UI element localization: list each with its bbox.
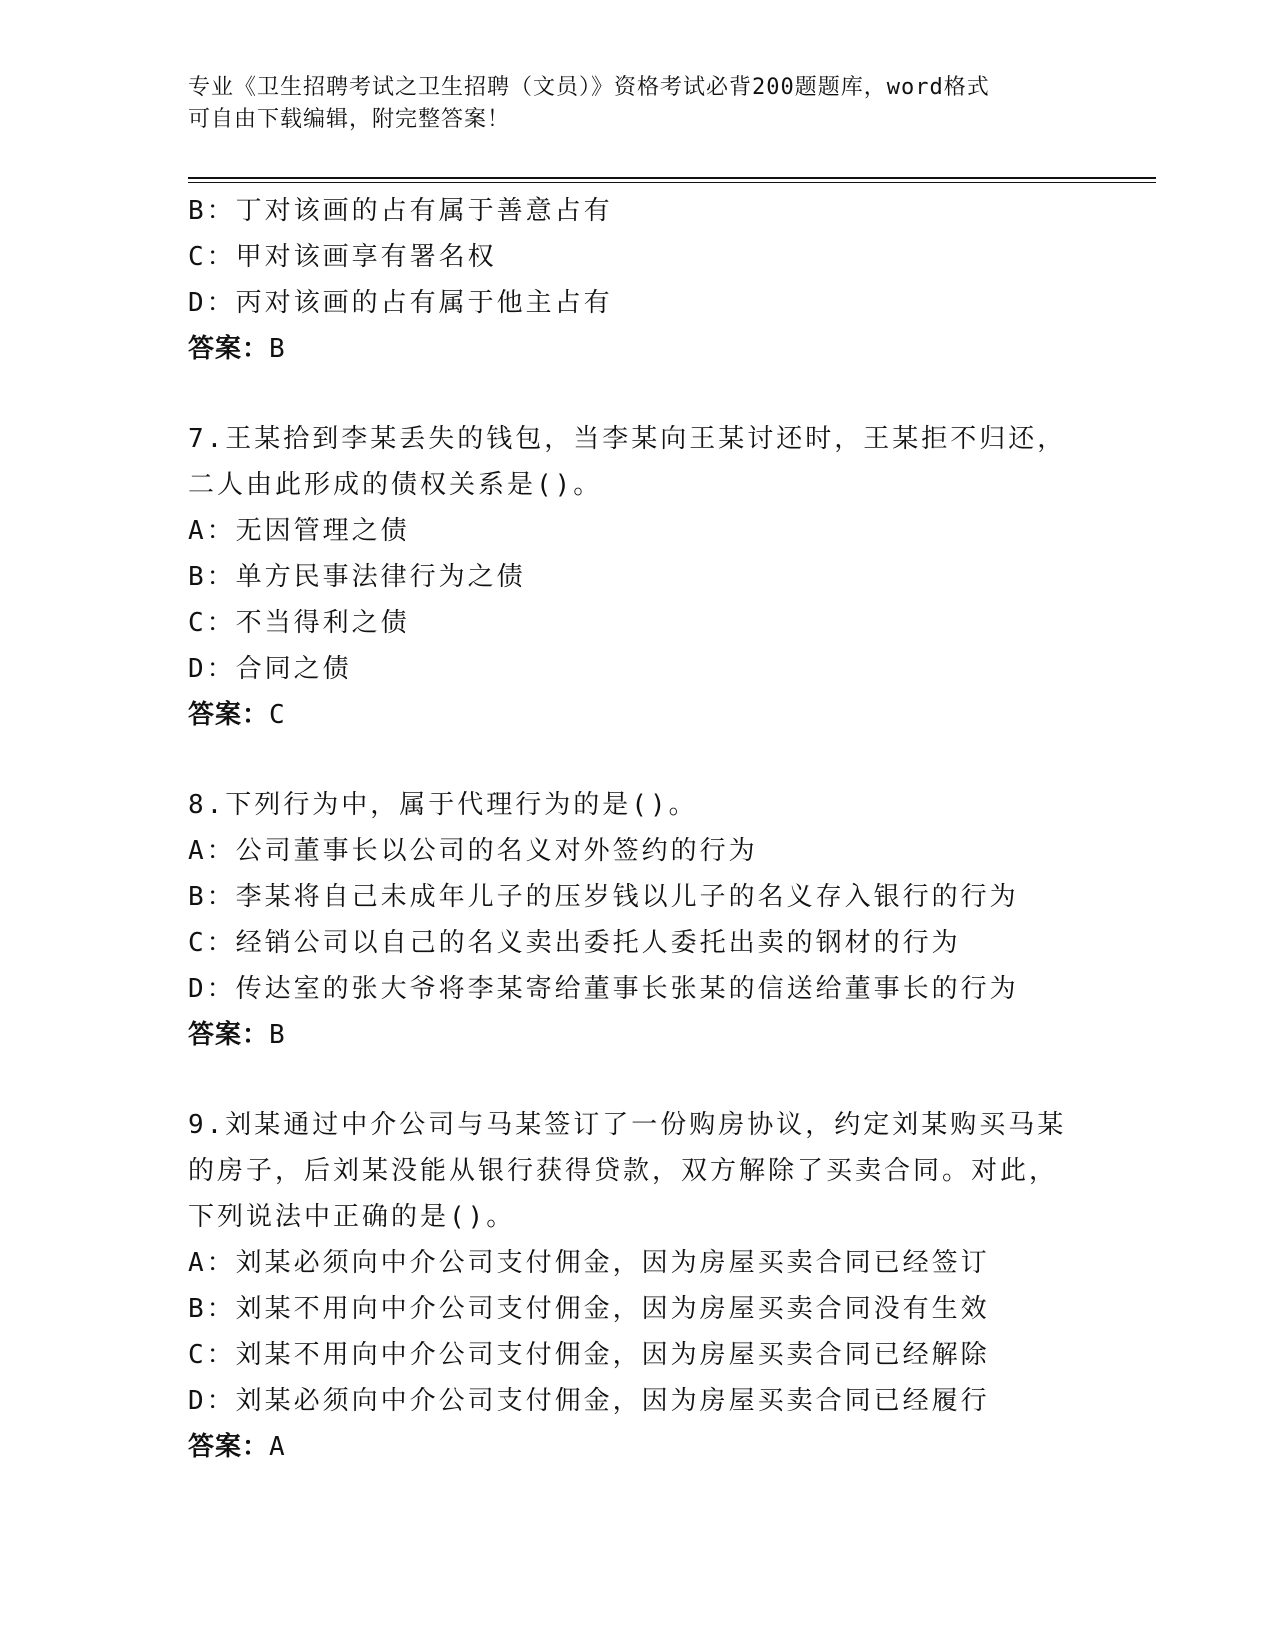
option-key: C： (188, 928, 236, 958)
option-key: B： (188, 882, 236, 912)
header-divider-thick (188, 177, 1156, 179)
answer-value: B (269, 1020, 286, 1050)
question-stem-line: 二人由此形成的债权关系是()。 (188, 470, 603, 500)
option-text: 单方民事法律行为之债 (235, 562, 526, 592)
option-text: 刘某必须向中介公司支付佣金，因为房屋买卖合同已经签订 (235, 1248, 990, 1278)
option-key: C： (188, 242, 236, 272)
question-stem-line: 8.下列行为中，属于代理行为的是()。 (188, 790, 698, 820)
option-line (188, 874, 1156, 920)
header-divider-thin (188, 182, 1156, 183)
option-text: 李某将自己未成年儿子的压岁钱以儿子的名义存入银行的行为 (235, 882, 1019, 912)
option-text: 无因管理之债 (235, 516, 410, 546)
option-key: B： (188, 196, 236, 226)
option-line (188, 234, 1156, 280)
option-key: D： (188, 288, 236, 318)
option-key: D： (188, 654, 236, 684)
question-block-9 (188, 1102, 1156, 1470)
answer-label: 答案： (188, 334, 270, 364)
answer-label: 答案： (188, 1432, 270, 1462)
option-text: 公司董事长以公司的名义对外签约的行为 (235, 836, 758, 866)
option-key: B： (188, 1294, 236, 1324)
option-text: 刘某不用向中介公司支付佣金，因为房屋买卖合同没有生效 (235, 1294, 990, 1324)
option-text: 传达室的张大爷将李某寄给董事长张某的信送给董事长的行为 (235, 974, 1019, 1004)
option-key: A： (188, 1248, 236, 1278)
question-block-8 (188, 782, 1156, 1058)
answer-label: 答案： (188, 1020, 270, 1050)
option-line (188, 1332, 1156, 1378)
question-stem-line: 下列说法中正确的是()。 (188, 1202, 516, 1232)
question-stem-line: 9.刘某通过中介公司与马某签订了一份购房协议，约定刘某购买马某 (188, 1110, 1067, 1140)
answer-line (188, 1424, 1156, 1470)
question-block-7 (188, 416, 1156, 738)
option-key: D： (188, 1386, 236, 1416)
option-line (188, 508, 1156, 554)
option-line (188, 1240, 1156, 1286)
answer-label: 答案： (188, 700, 270, 730)
question-block-continued (188, 188, 1156, 372)
header-line-2: 可自由下载编辑，附完整答案！ (188, 107, 511, 132)
option-line (188, 966, 1156, 1012)
option-line (188, 828, 1156, 874)
option-key: A： (188, 836, 236, 866)
header-line-1: 专业《卫生招聘考试之卫生招聘（文员）》资格考试必背200题题库，word格式 (188, 75, 990, 100)
answer-value: A (269, 1432, 286, 1462)
answer-line (188, 326, 1156, 372)
answer-line (188, 692, 1156, 738)
option-line (188, 554, 1156, 600)
option-line (188, 1378, 1156, 1424)
answer-line (188, 1012, 1156, 1058)
option-text: 经销公司以自己的名义卖出委托人委托出卖的钢材的行为 (235, 928, 961, 958)
option-text: 刘某不用向中介公司支付佣金，因为房屋买卖合同已经解除 (235, 1340, 990, 1370)
option-line (188, 188, 1156, 234)
option-key: C： (188, 608, 236, 638)
option-key: B： (188, 562, 236, 592)
question-stem-line: 7.王某拾到李某丢失的钱包，当李某向王某讨还时，王某拒不归还， (188, 424, 1067, 454)
option-line (188, 280, 1156, 326)
answer-value: C (269, 700, 286, 730)
question-stem-line: 的房子，后刘某没能从银行获得贷款，双方解除了买卖合同。对此， (188, 1156, 1059, 1186)
option-key: C： (188, 1340, 236, 1370)
option-line (188, 646, 1156, 692)
option-line (188, 920, 1156, 966)
option-text: 丁对该画的占有属于善意占有 (235, 196, 613, 226)
option-text: 不当得利之债 (235, 608, 410, 638)
question-list (188, 188, 1156, 1470)
option-text: 甲对该画享有署名权 (235, 242, 497, 272)
option-line (188, 600, 1156, 646)
option-key: D： (188, 974, 236, 1004)
option-key: A： (188, 516, 236, 546)
option-text: 刘某必须向中介公司支付佣金，因为房屋买卖合同已经履行 (235, 1386, 990, 1416)
page-header (188, 72, 1088, 136)
option-line (188, 1286, 1156, 1332)
answer-value: B (269, 334, 286, 364)
option-text: 合同之债 (235, 654, 352, 684)
option-text: 丙对该画的占有属于他主占有 (235, 288, 613, 318)
